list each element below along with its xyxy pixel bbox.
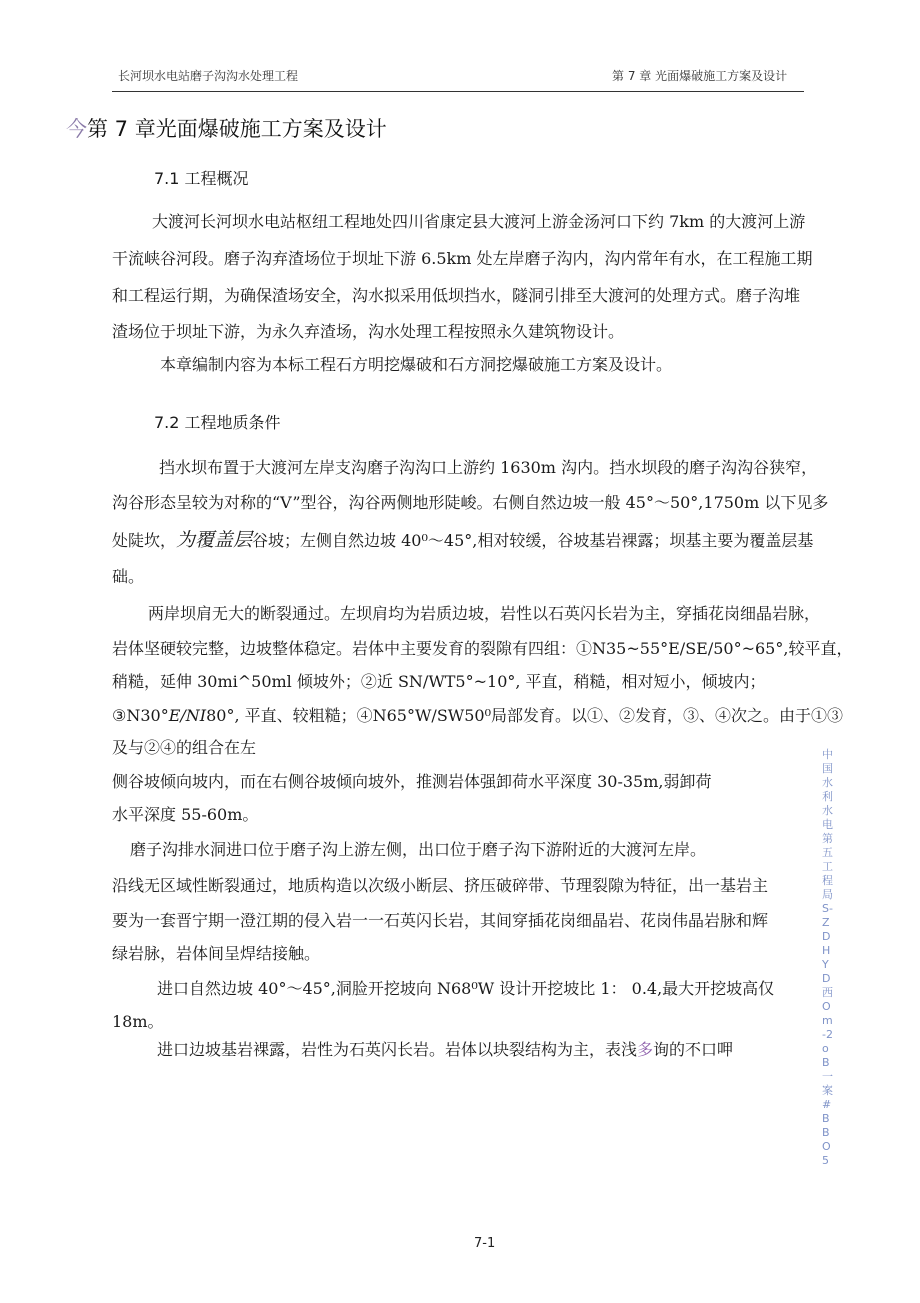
- paragraph-line: 两岸坝肩无大的断裂通过。左坝肩均为岩质边坡，岩性以石英闪长岩为主，穿插花岗细晶岩脉，: [148, 604, 821, 623]
- chapter-mark: 今: [66, 117, 87, 141]
- paragraph-line: 稍糙，延伸 30mi^50ml 倾坡外；②近 SN/WT5°~10°, 平直，稍糙，相对短小，倾坡内；: [112, 672, 766, 691]
- paragraph-line: 大渡河长河坝水电站枢纽工程地处四川省康定县大渡河上游金汤河口下约 7km 的大渡河上游: [152, 212, 806, 231]
- paragraph-line: 进口自然边坡 40°～45°,洞脸开挖坡向 N68⁰W 设计开挖坡比 1： 0.4,最大开挖坡高仅: [157, 979, 775, 998]
- header-left: 长河坝水电站磨子沟沟水处理工程: [118, 69, 299, 83]
- italic-segment: E/NI: [168, 706, 207, 725]
- page-number: 7-1: [474, 1236, 496, 1251]
- paragraph-line: 水平深度 55-60m。: [112, 805, 259, 824]
- paragraph-line: 沿线无区域性断裂通过，地质构造以次级小断层、挤压破碎带、节理裂隙为特征，出一基岩主: [112, 876, 769, 895]
- section-title-7-2: 7.2 工程地质条件: [154, 413, 281, 432]
- paragraph-line: 岩体坚硬较完整，边坡整体稳定。岩体中主要发育的裂隙有四组：①N35~55°E/SE/50°~65°,较平直，: [112, 639, 853, 658]
- line-segment: 进口边坡基岩裸露，岩性为石英闪长岩。岩体以块裂结构为主，表浅: [157, 1040, 638, 1059]
- paragraph-line: 础。: [112, 567, 145, 586]
- paragraph-line: 渣场位于坝址下游，为永久弃渣场，沟水处理工程按照永久建筑物设计。: [112, 322, 625, 341]
- header-rule: [112, 91, 804, 92]
- line-segment: 处陡坎，: [112, 531, 177, 550]
- paragraph-line: 干流峡谷河段。磨子沟弃渣场位于坝址下游 6.5km 处左岸磨子沟内，沟内常年有水，在工程施工期: [112, 249, 813, 268]
- paragraph-line: 要为一套晋宁期一澄江期的侵入岩一一石英闪长岩，其间穿插花岗细晶岩、花岗伟晶岩脉和辉: [112, 911, 769, 930]
- paragraph-line: 沟谷形态呈较为对称的“V”型谷，沟谷两侧地形陡峻。右侧自然边坡一般 45°～50°,1750m 以下见多: [112, 493, 829, 512]
- paragraph-line: 和工程运行期，为确保渣场安全，沟水拟采用低坝挡水，隧洞引排至大渡河的处理方式。磨子沟堆: [112, 286, 801, 305]
- line-segment: 询的不口呷: [653, 1040, 734, 1059]
- line-segment: 谷坡；左侧自然边坡 40⁰～45°,相对较缓，谷坡基岩裸露；坝基主要为覆盖层基: [252, 531, 814, 550]
- line-segment: 80°, 平直、较粗糙；④N65°W/SW50⁰局部发育。以①、②发育，③、④次之。由于①③: [206, 706, 844, 725]
- paragraph-line: 本章编制内容为本标工程石方明挖爆破和石方洞挖爆破施工方案及设计。: [160, 355, 673, 374]
- paragraph-line: 磨子沟排水洞进口位于磨子沟上游左侧，出口位于磨子沟下游附近的大渡河左岸。: [130, 840, 707, 859]
- paragraph-line: 及与②④的组合在左: [112, 738, 257, 757]
- paragraph-line: [112, 530, 813, 551]
- chapter-title: [66, 113, 387, 143]
- paragraph-line: 绿岩脉，岩体间呈焊结接触。: [112, 944, 321, 963]
- chapter-title-text: 第 7 章光面爆破施工方案及设计: [87, 117, 387, 141]
- paragraph-line: 侧谷坡倾向坡内，而在右侧谷坡倾向坡外，推测岩体强卸荷水平深度 30-35m,弱卸荷: [112, 772, 712, 791]
- handwritten-phrase: 为覆盖层: [176, 529, 253, 551]
- section-title-7-1: 7.1 工程概况: [154, 169, 249, 188]
- side-watermark-text: 中国水利水电第五工程局 S-ZDHYD 西 Om-2oB 一案 # BBO5: [822, 748, 833, 1167]
- paragraph-line: 挡水坝布置于大渡河左岸支沟磨子沟沟口上游约 1630m 沟内。挡水坝段的磨子沟沟谷狭窄，: [159, 458, 818, 477]
- paragraph-line: 18m。: [112, 1012, 164, 1031]
- header-right: 第 7 章 光面爆破施工方案及设计: [612, 69, 788, 83]
- paragraph-line: [157, 1040, 733, 1060]
- line-segment: ③N30°: [112, 706, 169, 725]
- line-segment-highlight: 多: [637, 1040, 654, 1059]
- paragraph-line: [112, 706, 843, 726]
